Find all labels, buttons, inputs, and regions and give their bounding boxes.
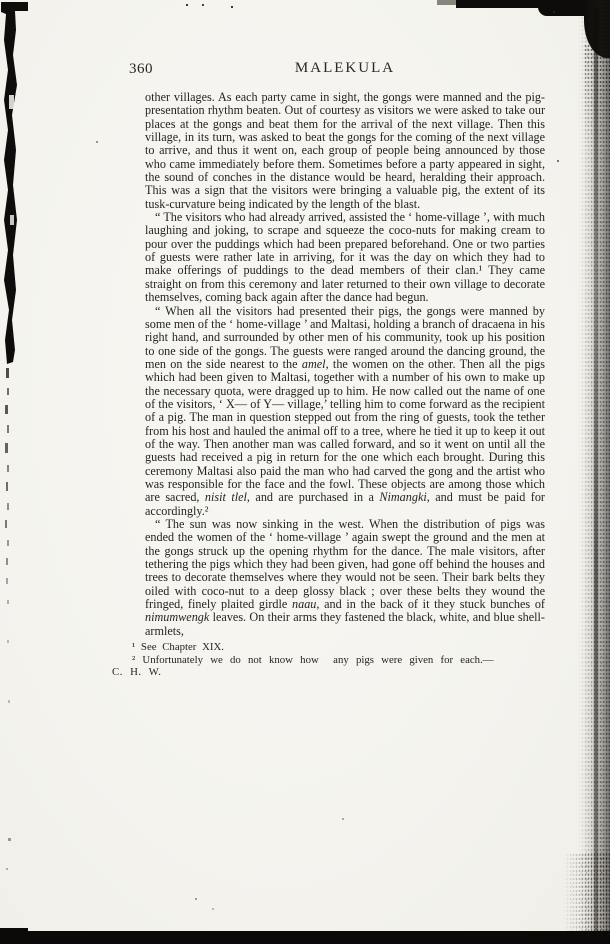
paragraph-pig-presentation [145,305,545,519]
italic-term-amel: amel [301,356,326,371]
scan-top-edge-bar [456,0,610,8]
italic-term-nimangki: Nimangki [379,490,427,505]
footnote-signature: C. H. W. [112,665,162,678]
page-number: 360 [129,61,153,77]
paragraph-text: leaves. On their arms they fastened the black, white, and blue shell-armlets, [145,610,545,638]
scan-top-right-corner-blob [584,0,610,58]
scan-dust-specks [0,0,2,2]
paragraph-visitors-arrived [145,211,545,304]
paragraph-text: “ When all the visitors had presented their pigs, the gongs were manned by some men of the ‘ home-village ’ and Maltasi, holding a branch of dracaena in his right hand, and surrounded by other men of his community, took up his position to one side of the gongs. The guests were ranged around the dancing ground, the men on the side nearest to the [145,303,545,371]
scan-bottom-right-speckle [563,853,610,931]
scan-corner-speckle [584,44,610,154]
running-title: MALEKULA [294,60,396,76]
scan-right-edge-line [594,8,598,931]
paragraph-text: , and must be paid for accordingly.² [145,490,545,518]
paragraph-text: other villages. As each party came in sight, the gongs were manned and the pig-presentation rhythm beaten. Out of courtesy as visitors we were asked to take our places at the gongs and beat them for the arrival of the next village. Then this village, in its turn, was asked to beat the gongs for the coming of the next village to arrive, and thus it went on, each group of people being announced by those who came immediately before them. Sometimes before a party appeared in sight, the sound of conches in the distance would be heard, heralding their approach. This was a sign that the visitors were bringing a valuable pig, the extent of its tusk-curvature being indicated by the length of the blast. [145,90,545,211]
scan-right-edge-shadow [582,0,610,931]
scan-bottom-nub [0,928,28,933]
body-text [112,90,546,678]
italic-term-naau: naau [292,597,317,612]
paragraph-text: , the women on the other. Then all the pigs which had been given to Maltasi, together with a number of his own to make up the necessary quota, were dragged up to him. He now called out the name of one of the visitors, ‘ X— of Y— village,’ telling him to come forward as the recipient of a pig. The man in question stepped out from the ring of guests, took the tether from his host and hauled the animal off to a tree, where he tied it up to keep it out of the way. Then another man was called forward, and so it went on until all the guests had received a pig in return for the one which each brought. During this ceremony Maltasi also paid the man who had carved the gong and the artist who was responsible for the face and the fowl. These objects are among those which are sacred, [145,356,546,505]
footnote-1: ¹ See Chapter XIX. [132,641,224,654]
scan-top-right-bar [538,0,610,16]
scan-binding-stripe [0,0,32,944]
paragraph-sun-sinking [145,518,545,638]
paragraph-text: “ The visitors who had already arrived, assisted the ‘ home-village ’, with much laughing and joking, to scrape and squeeze the coco-nuts for making cream to pour over the puddings which had been prepared beforehand. One or two parties of guests were rather late in arriving, for it was the day on which they had to make offerings of puddings to the dead members of their clan.¹ They came straight on from this ceremony and later returned to their own village to decorate themselves, coming back again after the dance had begun. [145,210,545,305]
scan-top-edge-gray [437,0,461,5]
paragraph-text: , and in the back of it they stuck bunches of [316,597,545,612]
footnotes [112,641,545,678]
paragraph-text: , and are purchased in a [246,490,380,505]
footnote-2: ² Unfortunately we do not know how any pigs were given for each.— [132,653,494,666]
paragraph-text: “ The sun was now sinking in the west. When the distribution of pigs was ended the women of the ‘ home-village ’ again swept the ground and the men at the gongs struck up the opening rhythm for the dance. The male visitors, after tethering the pigs which they had been given, had gone off behind the houses and trees to decorate themselves where they would not be seen. Their bark belts they oiled with coco-nut to a deep glossy black ; over these belts they wound the fringed, finely plaited girdle [145,517,545,612]
italic-term-nimumwengk: nimumwengk [145,610,210,625]
paragraph-continuation [145,91,545,211]
scan-bottom-bar [0,931,610,944]
italic-term-nisit-tlel: nisit tlel [204,490,247,505]
scan-right-edge-noise [578,0,610,931]
